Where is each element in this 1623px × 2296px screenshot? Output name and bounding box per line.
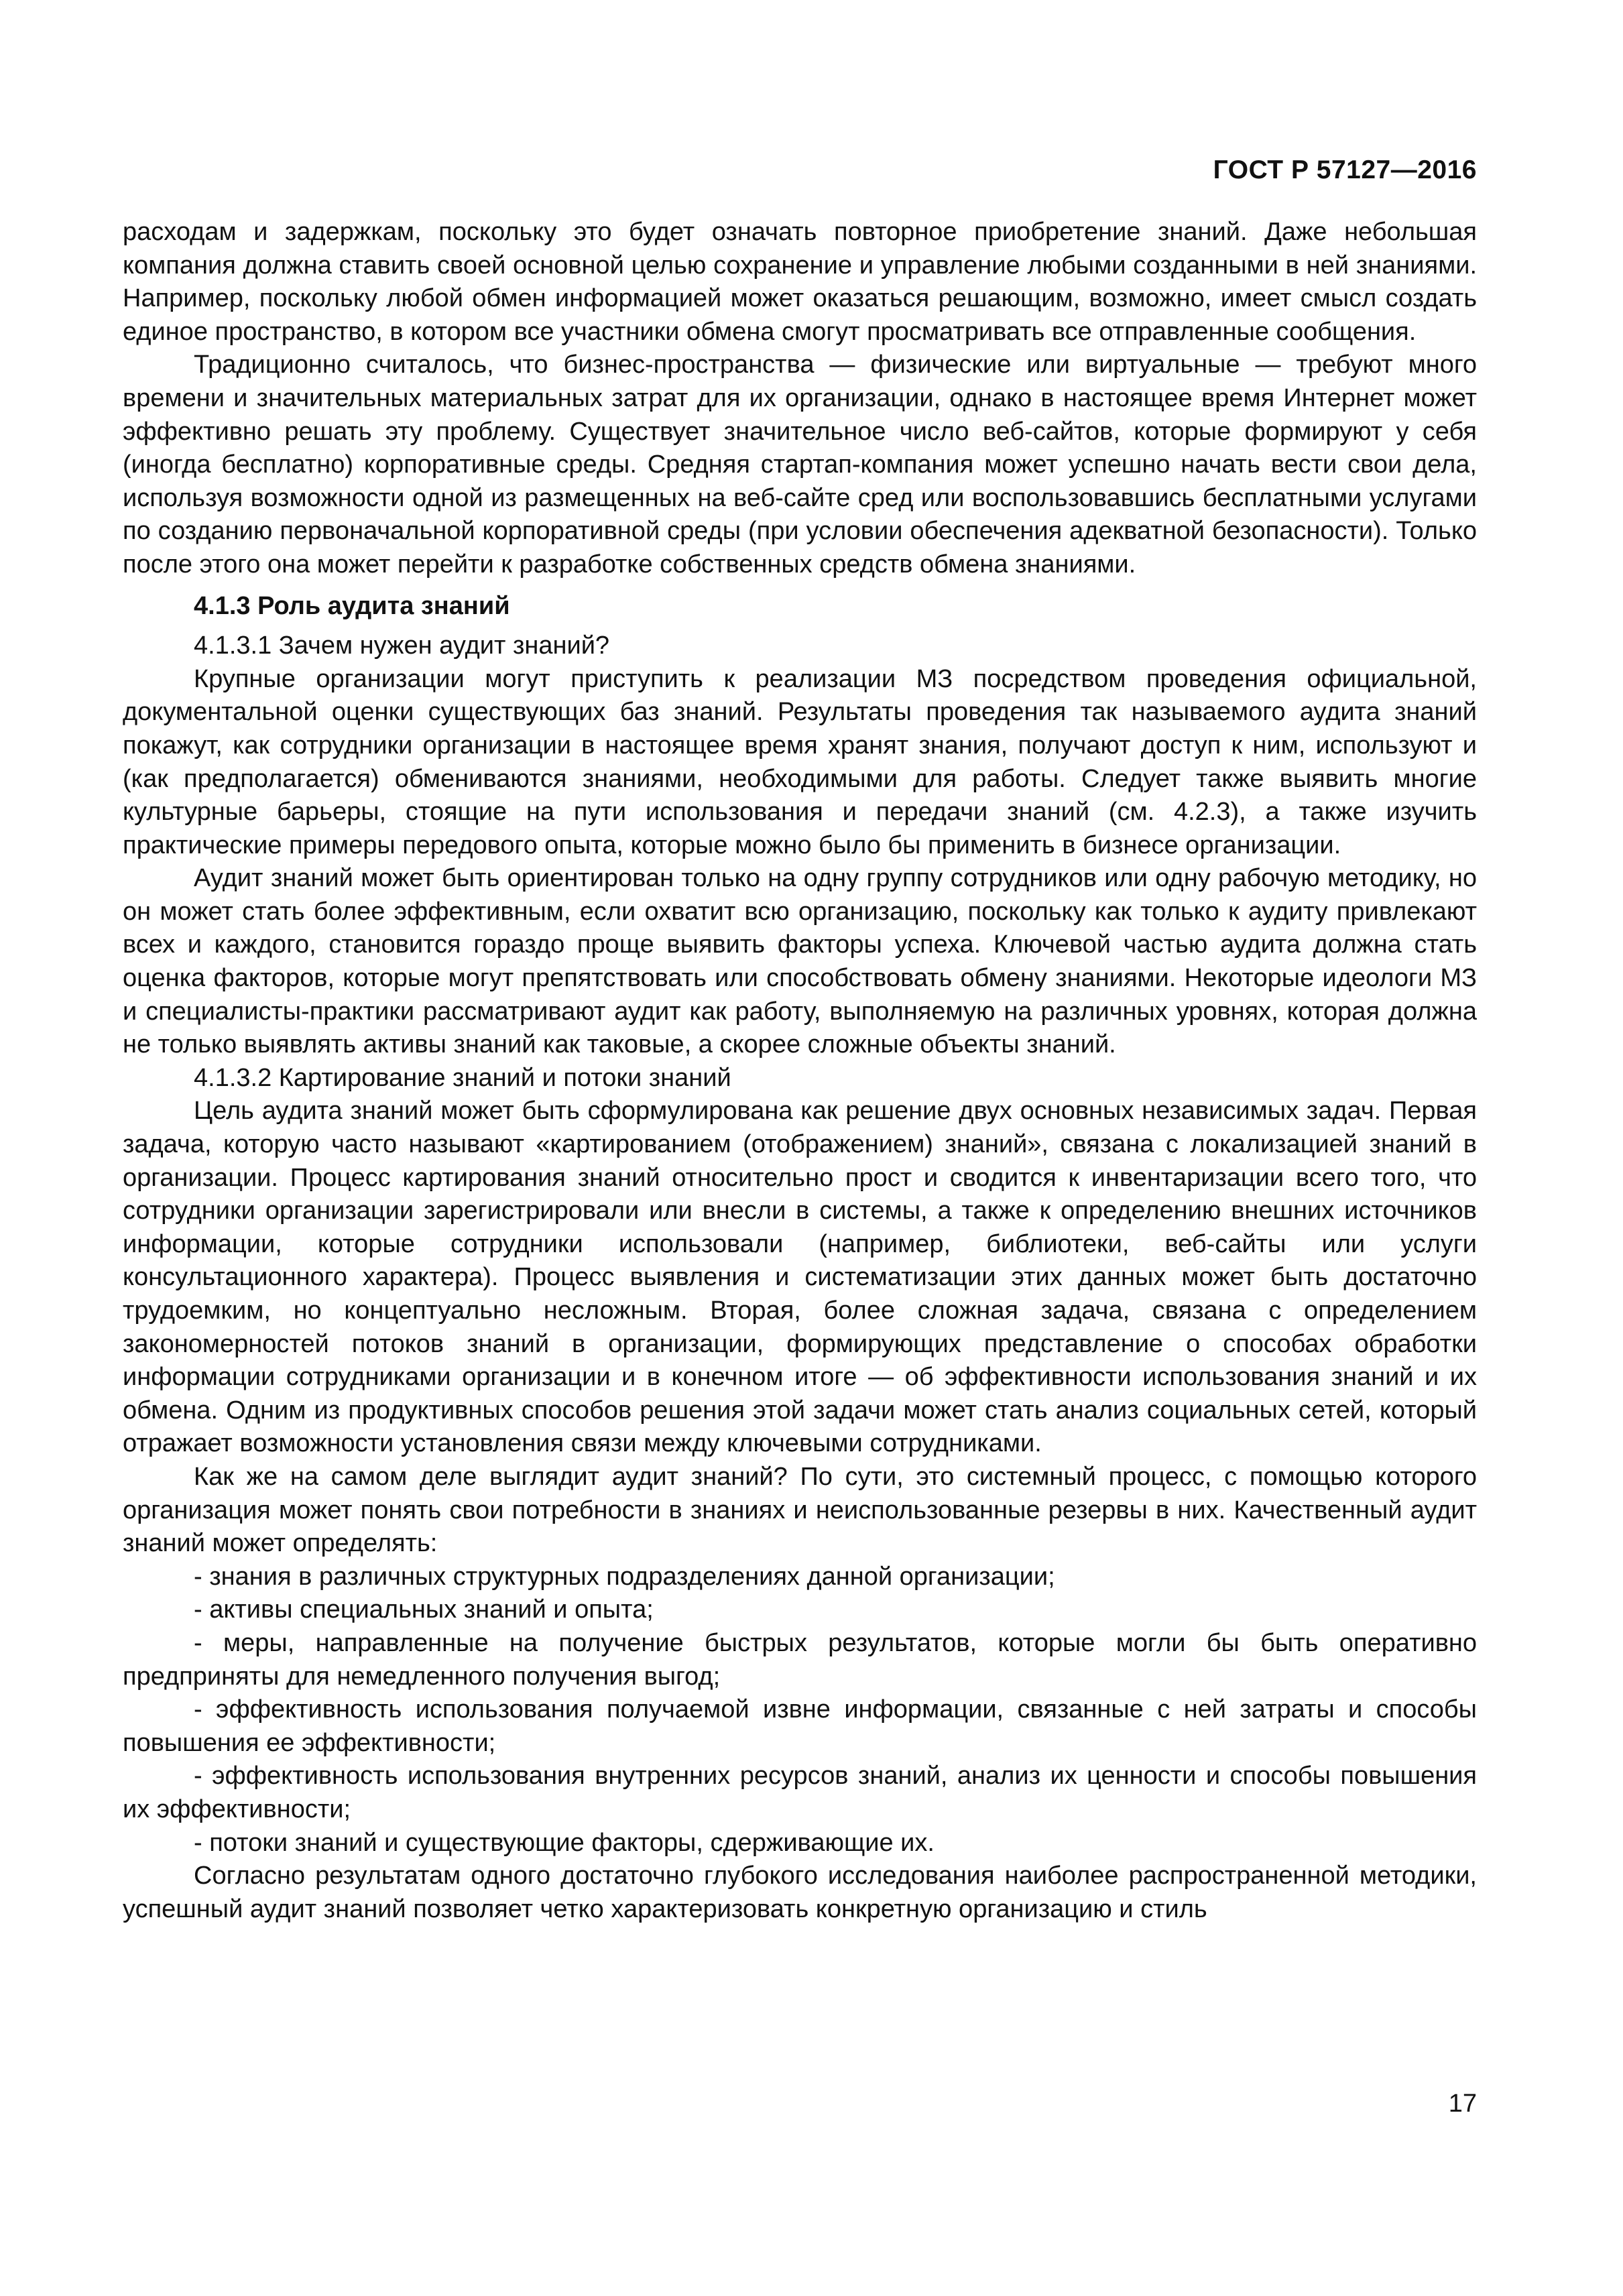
list-item: - знания в различных структурных подразделениях данной организации; <box>194 1562 1055 1591</box>
paragraph: расходам и задержкам, поскольку это будет означать повторное приобретение знаний. Даже небольшая компания должна ставить своей основной целью сохранение и управление любыми созданными в ней знаниями. Например, поскольку любой обмен информацией может оказаться решающим, возможно, имеет смысл создать единое пространство, в котором все участники обмена смогут просматривать все отправленные сообщения. <box>123 218 1477 346</box>
list-item: - потоки знаний и существующие факторы, сдерживающие их. <box>194 1828 935 1857</box>
paragraph: Согласно результатам одного достаточно глубокого исследования наиболее распространенной методики, успешный аудит знаний позволяет четко характеризовать конкретную организацию и стиль <box>123 1862 1477 1923</box>
document-standard-id: ГОСТ Р 57127—2016 <box>1213 156 1477 184</box>
paragraph: Как же на самом деле выглядит аудит знаний? По сути, это системный процесс, с помощью которого организация может понять свои потребности в знаниях и неиспользованные резервы в них. Качественный аудит знаний может определять: <box>123 1462 1477 1558</box>
list-item: - эффективность использования внутренних ресурсов знаний, анализ их ценности и способы повышения их эффективности; <box>123 1762 1477 1823</box>
section-heading-4-1-3: 4.1.3 Роль аудита знаний <box>194 591 510 620</box>
list-item: - меры, направленные на получение быстрых результатов, которые могли бы быть оперативно предприняты для немедленного получения выгод; <box>123 1628 1477 1691</box>
paragraph: Крупные организации могут приступить к реализации МЗ посредством проведения официальной, документальной оценки существующих баз знаний. Результаты проведения так называемого аудита знаний покажут, как сотрудники организации в настоящее время хранят знания, получают доступ к ним, используют и (как предполагается) обмениваются знаниями, необходимыми для работы. Следует также выявить многие культурные барьеры, стоящие на пути использования и передачи знаний (см. 4.2.3), а также изучить практические примеры передового опыта, которые можно было бы применить в бизнесе организации. <box>123 664 1477 859</box>
list-item: - активы специальных знаний и опыта; <box>194 1595 654 1624</box>
document-body <box>123 216 1477 1926</box>
subsection-heading-4-1-3-1: 4.1.3.1 Зачем нужен аудит знаний? <box>194 631 610 660</box>
page-number: 17 <box>1448 2090 1477 2118</box>
paragraph: Аудит знаний может быть ориентирован только на одну группу сотрудников или одну рабочую методику, но он может стать более эффективным, если охватит всю организацию, поскольку как только к аудиту привлекают всех и каждого, становится гораздо проще выявить факторы успеха. Ключевой частью аудита должна стать оценка факторов, которые могут препятствовать или способствовать обмену знаниями. Некоторые идеологи МЗ и специалисты-практики рассматривают аудит как работу, выполняемую на различных уровнях, которая должна не только выявлять активы знаний как таковые, а скорее сложные объекты знаний. <box>123 864 1477 1059</box>
subsection-heading-4-1-3-2: 4.1.3.2 Картирование знаний и потоки знаний <box>194 1063 731 1092</box>
paragraph: Традиционно считалось, что бизнес-пространства — физические или виртуальные — требуют много времени и значительных материальных затрат для их организации, однако в настоящее время Интернет может эффективно решать эту проблему. Существует значительное число веб-сайтов, которые формируют у себя (иногда бесплатно) корпоративные среды. Средняя стартап-компания может успешно начать вести свои дела, используя возможности одной из размещенных на веб-сайте сред или воспользовавшись бесплатными услугами по созданию первоначальной корпоративной среды (при условии обеспечения адекватной безопасности). Только после этого она может перейти к разработке собственных средств обмена знаниями. <box>123 351 1477 579</box>
paragraph: Цель аудита знаний может быть сформулирована как решение двух основных независимых задач. Первая задача, которую часто называют «картированием (отображением) знаний», связана с локализацией знаний в организации. Процесс картирования знаний относительно прост и сводится к инвентаризации всего того, что сотрудники организации зарегистрировали или внесли в системы, а также к определению внешних источников информации, которые сотрудники использовали (например, библиотеки, веб-сайты или услуги консультационного характера). Процесс выявления и систематизации этих данных может быть достаточно трудоемким, но концептуально несложным. Вторая, более сложная задача, связана с определением закономерностей потоков знаний в организации, формирующих представление о способах обработки информации сотрудниками организации и в конечном итоге — об эффективности использования знаний и их обмена. Одним из продуктивных способов решения этой задачи может стать анализ социальных сетей, который отражает возможности установления связи между ключевыми сотрудниками. <box>123 1097 1477 1458</box>
list-item: - эффективность использования получаемой извне информации, связанные с ней затраты и способы повышения ее эффективности; <box>123 1695 1477 1757</box>
